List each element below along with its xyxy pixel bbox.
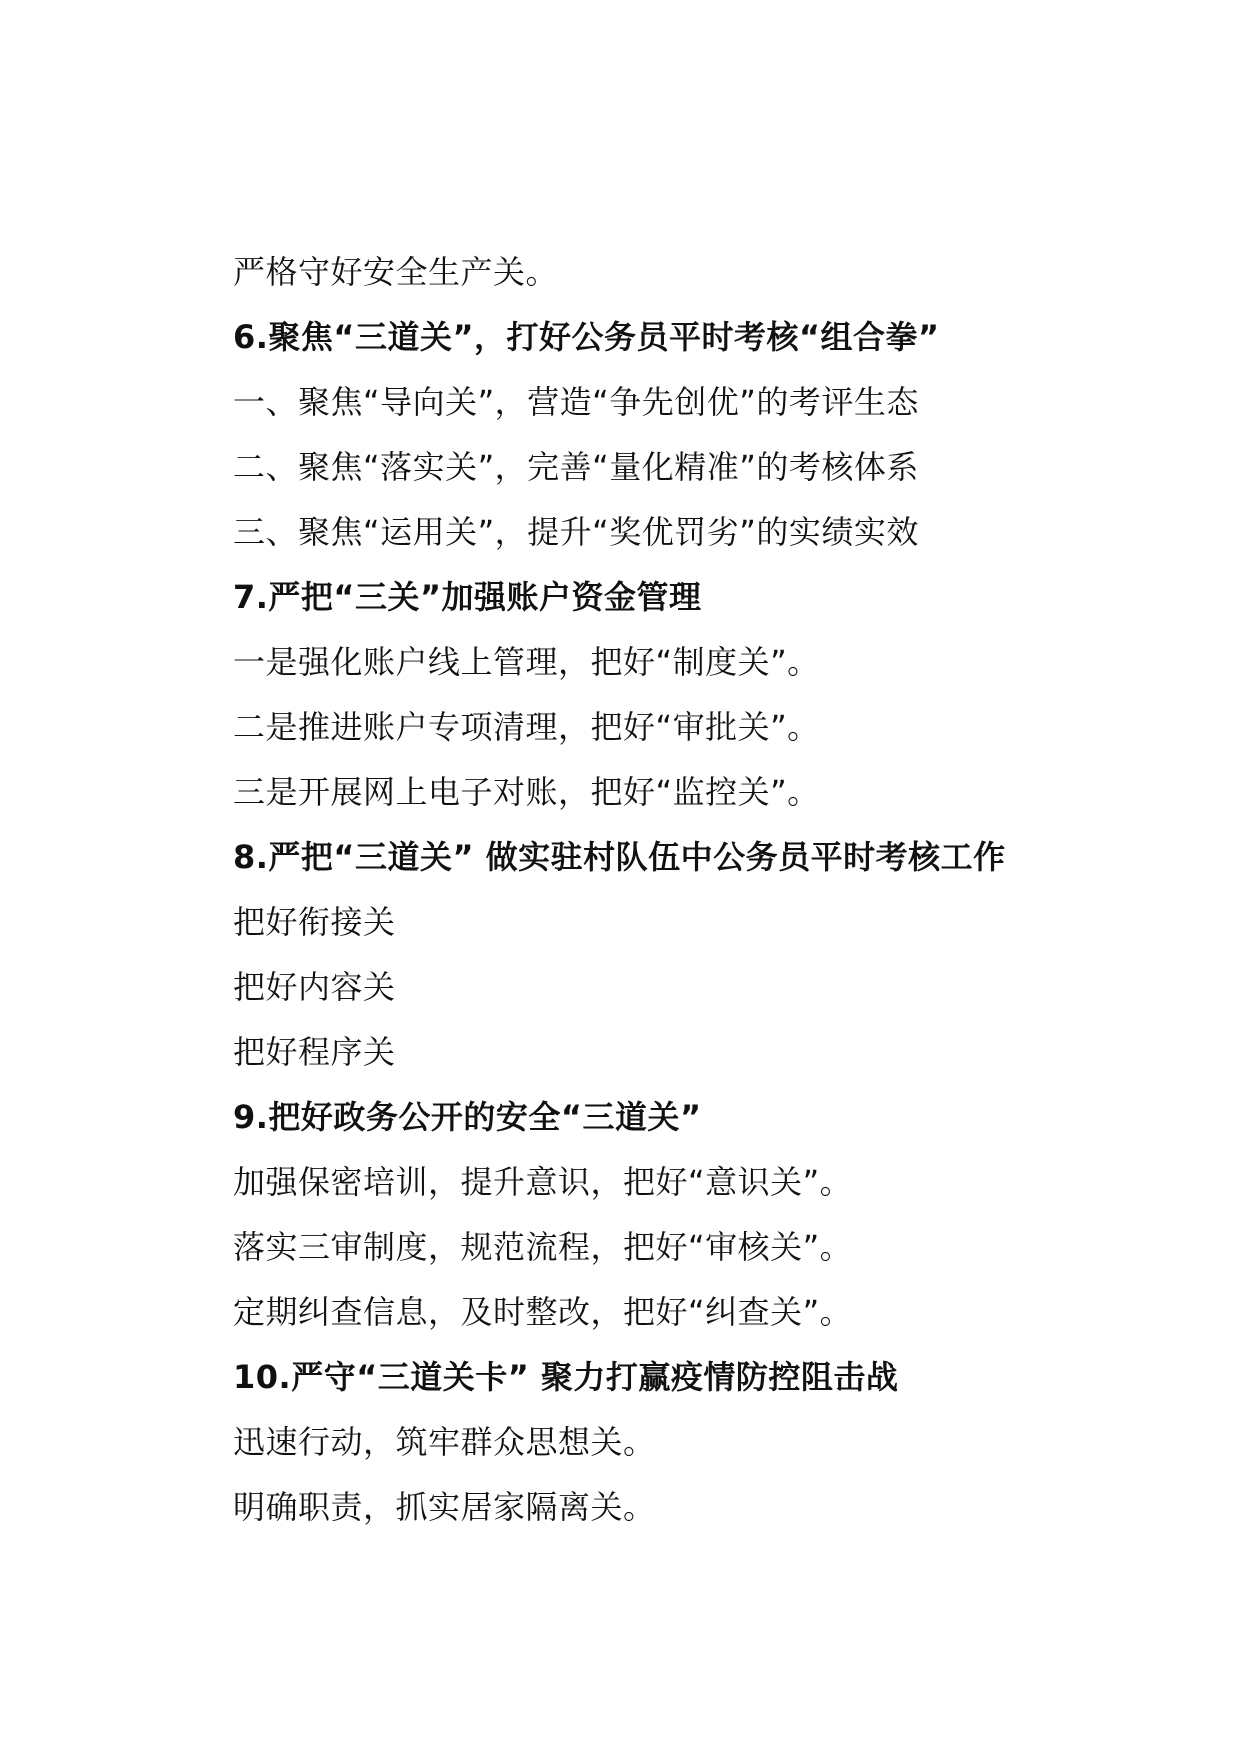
body-line: 把好衔接关 <box>233 903 396 941</box>
body-line: 三是开展网上电子对账，把好“监控关”。 <box>233 773 820 811</box>
body-line: 二是推进账户专项清理，把好“审批关”。 <box>233 708 820 746</box>
body-line: 一、聚焦“导向关”，营造“争先创优”的考评生态 <box>233 383 919 421</box>
body-line: 落实三审制度，规范流程，把好“审核关”。 <box>233 1228 853 1266</box>
document-body <box>233 240 1133 1540</box>
body-line: 加强保密培训，提升意识，把好“意识关”。 <box>233 1163 853 1201</box>
section-heading: 6.聚焦“三道关”，打好公务员平时考核“组合拳” <box>233 318 940 356</box>
body-line: 三、聚焦“运用关”，提升“奖优罚劣”的实绩实效 <box>233 513 919 551</box>
section-heading: 7.严把“三关”加强账户资金管理 <box>233 578 702 616</box>
section-heading: 10.严守“三道关卡” 聚力打赢疫情防控阻击战 <box>233 1358 899 1396</box>
section-heading: 9.把好政务公开的安全“三道关” <box>233 1098 702 1136</box>
body-line: 一是强化账户线上管理，把好“制度关”。 <box>233 643 820 681</box>
body-line: 定期纠查信息，及时整改，把好“纠查关”。 <box>233 1293 853 1331</box>
body-line: 二、聚焦“落实关”，完善“量化精准”的考核体系 <box>233 448 919 486</box>
body-line: 明确职责，抓实居家隔离关。 <box>233 1488 656 1526</box>
body-line: 严格守好安全生产关。 <box>233 253 559 291</box>
section-heading: 8.严把“三道关” 做实驻村队伍中公务员平时考核工作 <box>233 838 1006 876</box>
body-line: 把好内容关 <box>233 968 396 1006</box>
body-line: 把好程序关 <box>233 1033 396 1071</box>
body-line: 迅速行动，筑牢群众思想关。 <box>233 1423 656 1461</box>
